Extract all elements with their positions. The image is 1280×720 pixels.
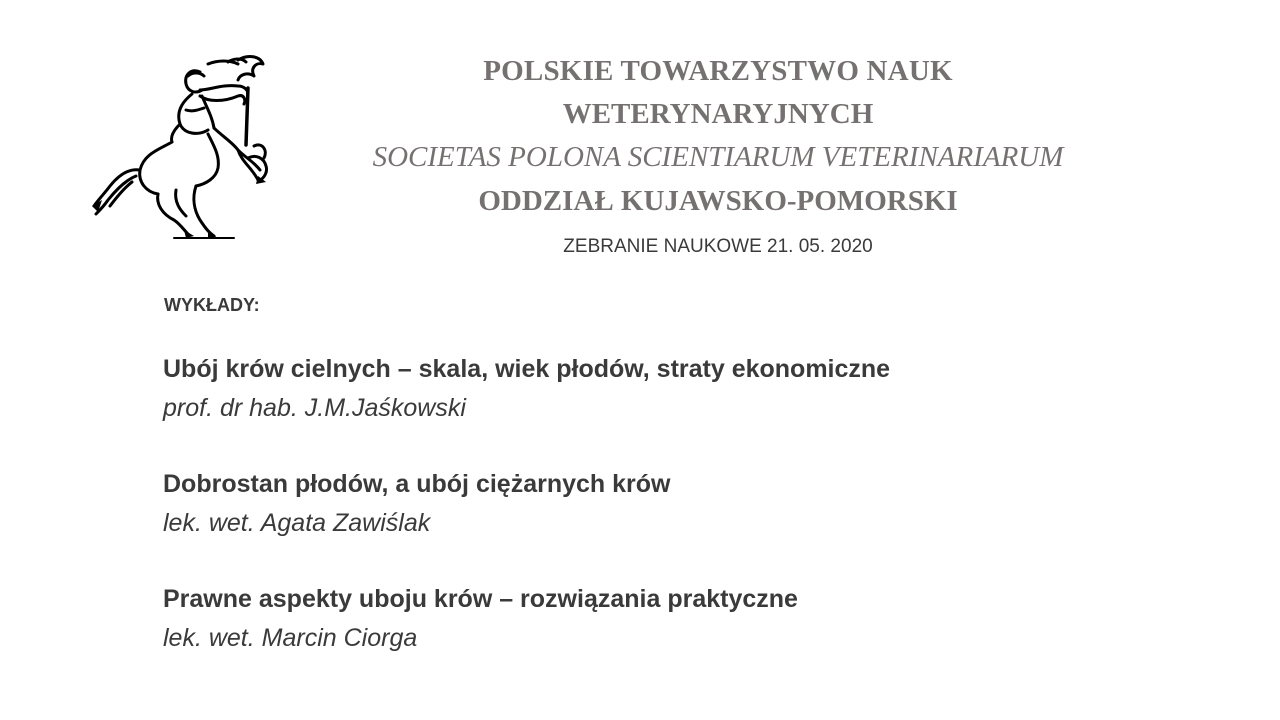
lecture-title: Dobrostan płodów, a ubój ciężarnych krów <box>163 470 671 498</box>
lecture-title: Prawne aspekty uboju krów – rozwiązania praktyczne <box>163 585 798 613</box>
lecture-list <box>163 350 1163 695</box>
organization-name-line1: POLSKIE TOWARZYSTWO NAUK <box>483 55 953 87</box>
lecture-title: Ubój krów cielnych – skala, wiek płodów, straty ekonomiczne <box>163 355 891 383</box>
lectures-heading: WYKŁADY: <box>164 295 260 315</box>
centaur-logo-icon <box>88 50 278 245</box>
organization-branch: ODDZIAŁ KUJAWSKO-POMORSKI <box>478 185 958 217</box>
lecture-speaker: lek. wet. Marcin Ciorga <box>163 624 418 652</box>
meeting-date: ZEBRANIE NAUKOWE 21. 05. 2020 <box>563 236 873 257</box>
lecture-item <box>163 580 1163 658</box>
lecture-item <box>163 465 1163 543</box>
organization-header <box>330 50 1106 224</box>
organization-latin-name: SOCIETAS POLONA SCIENTIARUM VETERINARIARUM <box>372 141 1064 173</box>
organization-name-line2: WETERYNARYJNYCH <box>562 98 874 130</box>
lecture-speaker: lek. wet. Agata Zawiślak <box>163 509 431 537</box>
lecture-item <box>163 350 1163 428</box>
lecture-speaker: prof. dr hab. J.M.Jaśkowski <box>163 394 466 422</box>
